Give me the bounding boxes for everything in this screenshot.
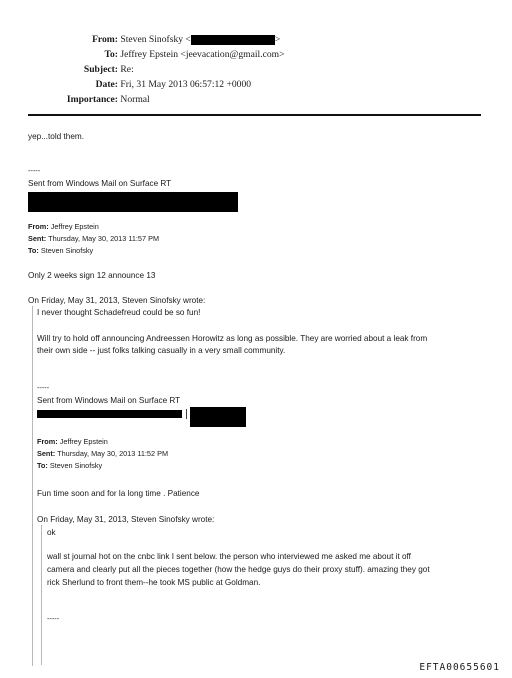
document-id: EFTA00655601	[419, 662, 500, 673]
quote2-to-label: To:	[37, 461, 48, 470]
quote3-line3: rick Sherlund to front them--he took MS public at Goldman.	[47, 578, 261, 587]
quote2-from-value: Jeffrey Epstein	[59, 437, 108, 446]
quote2-signature-dashes: -----	[37, 383, 50, 392]
header-importance-value: Normal	[120, 94, 150, 105]
quote1-from-value: Jeffrey Epstein	[50, 222, 99, 231]
quote1-body: Only 2 weeks sign 12 announce 13	[28, 271, 156, 280]
quote1-sent-value: Thursday, May 30, 2013 11:57 PM	[48, 234, 160, 243]
quote3-line1: wall st journal hot on the cnbc link I sent below. the person who interviewed me asked me about it off	[47, 552, 411, 561]
header-date-label: Date:	[95, 79, 118, 90]
quote2-from-label: From:	[37, 437, 58, 446]
quote2-from-row	[37, 437, 108, 447]
separator-mark	[186, 409, 187, 419]
quote2-sent-row	[37, 449, 168, 459]
header-date-value: Fri, 31 May 2013 06:57:12 +0000	[120, 79, 252, 90]
quote1-to-value: Steven Sinofsky	[40, 246, 94, 255]
quote1-sent-label: Sent:	[28, 234, 47, 243]
header-from-label: From:	[92, 34, 118, 45]
header-subject-row	[0, 63, 134, 77]
quote2-sent-value: Thursday, May 30, 2013 11:52 PM	[57, 449, 169, 458]
quote1-wrote-line: On Friday, May 31, 2013, Steven Sinofsky wrote:	[28, 296, 206, 305]
header-to-value: Jeffrey Epstein <jeevacation@gmail.com>	[120, 49, 285, 60]
header-subject-value: Re:	[120, 64, 134, 75]
redacted-block	[37, 410, 182, 418]
quote-bar	[41, 525, 42, 665]
quote3-line2: camera and clearly put all the pieces together (how the hedge guys do their proxy stuff). amazing they got	[47, 565, 430, 574]
quote2-sent-label: Sent:	[37, 449, 56, 458]
header-to-label: To:	[104, 49, 118, 60]
quote3-ok: ok	[47, 528, 56, 537]
quote2-body: Fun time soon and for la long time . Patience	[37, 489, 200, 498]
quote-bar	[32, 306, 33, 666]
header-divider	[28, 114, 481, 116]
signature-dashes: -----	[28, 166, 41, 175]
redacted-block	[190, 407, 246, 427]
quote1-from-label: From:	[28, 222, 49, 231]
quote2-to-row	[37, 461, 102, 471]
quote2-line1: I never thought Schadefreud could be so fun!	[37, 308, 201, 317]
quote3-dashes: -----	[47, 614, 60, 623]
quote2-signature-text: Sent from Windows Mail on Surface RT	[37, 396, 181, 405]
header-importance-row	[0, 93, 150, 107]
quote2-para-line1: Will try to hold off announcing Andreessen Horowitz as long as possible. They are worried about a leak from	[37, 334, 428, 343]
header-from-value: Steven Sinofsky <	[120, 34, 191, 45]
header-importance-label: Importance:	[66, 94, 118, 105]
header-from-row	[0, 33, 280, 47]
signature-text: Sent from Windows Mail on Surface RT	[28, 179, 172, 188]
quote1-sent-row	[28, 234, 159, 244]
message-body: yep...told them.	[28, 132, 84, 141]
header-to-row	[0, 48, 285, 62]
quote1-to-row	[28, 246, 93, 256]
redacted-block	[191, 35, 275, 45]
header-subject-label: Subject:	[83, 64, 118, 75]
quote2-wrote-line: On Friday, May 31, 2013, Steven Sinofsky wrote:	[37, 515, 215, 524]
header-from-close: >	[274, 34, 281, 45]
quote2-to-value: Steven Sinofsky	[49, 461, 103, 470]
quote2-para-line2: their own side -- just folks talking casually in a very small community.	[37, 346, 286, 355]
quote1-to-label: To:	[28, 246, 39, 255]
redacted-block	[28, 192, 238, 212]
quote1-from-row	[28, 222, 99, 232]
header-date-row	[0, 78, 251, 92]
